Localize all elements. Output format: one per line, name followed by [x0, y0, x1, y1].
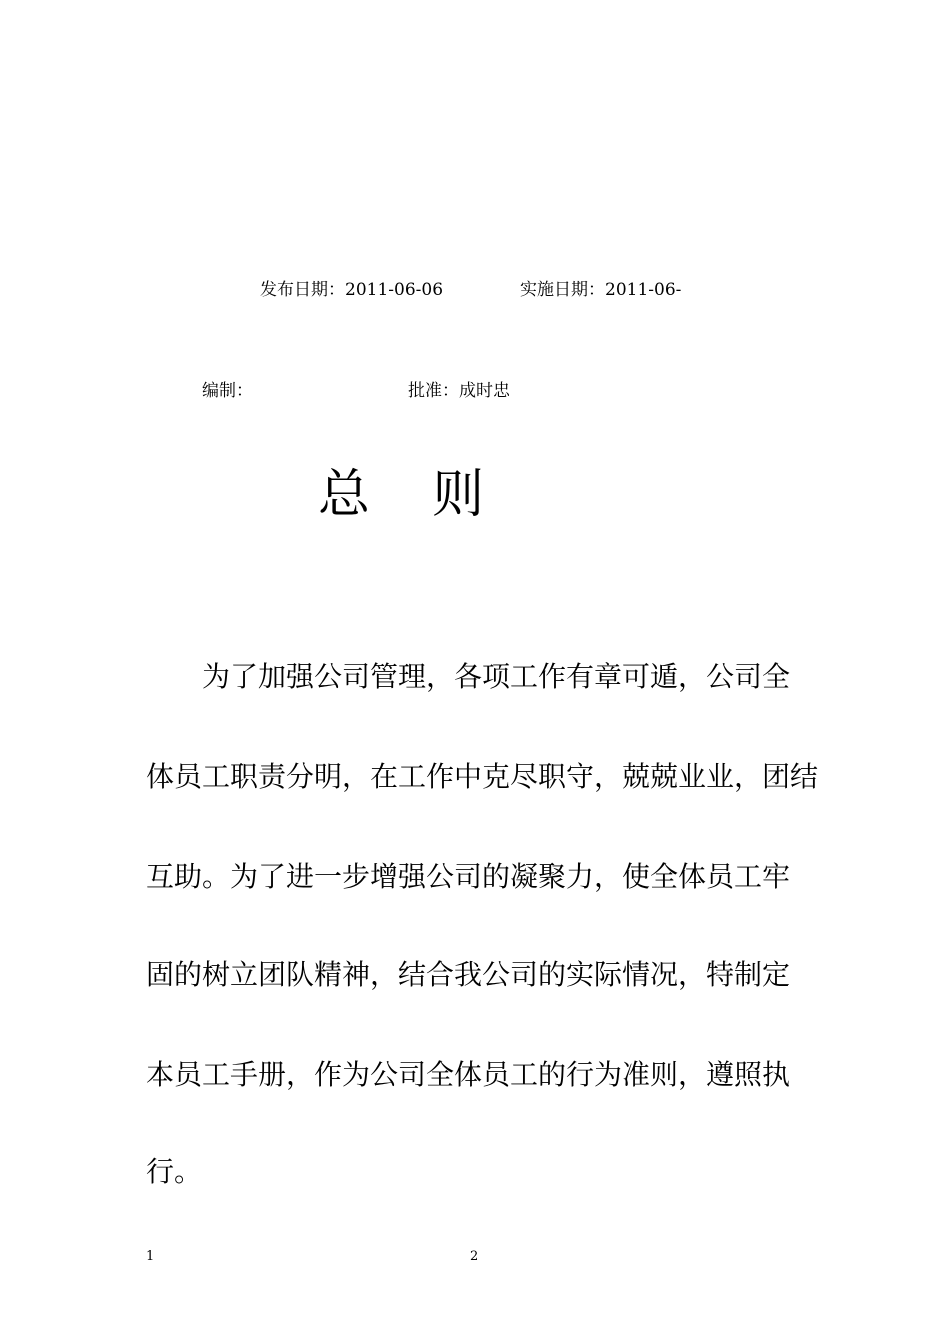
paragraph-line: 固的树立团队精神，结合我公司的实际情况，特制定	[146, 958, 791, 991]
paragraph-line: 互助。为了进一步增强公司的凝聚力，使全体员工牢	[146, 860, 791, 893]
paragraph-line: 行。	[146, 1155, 203, 1188]
page-title-char-1: 总	[318, 465, 371, 525]
effective-date: 实施日期：2011-06-	[520, 280, 682, 300]
compiled-by: 编制：	[202, 381, 253, 401]
page-title-char-2: 则	[432, 465, 485, 525]
paragraph-line: 为了加强公司管理，各项工作有章可遁，公司全	[202, 660, 791, 693]
paragraph-line: 体员工职责分明，在工作中克尽职守，兢兢业业，团结	[146, 760, 819, 793]
page-number-left: 1	[146, 1249, 155, 1264]
paragraph-line: 本员工手册，作为公司全体员工的行为准则，遵照执	[146, 1058, 791, 1091]
approved-by: 批准：成时忠	[408, 381, 510, 401]
page-number-right: 2	[470, 1249, 479, 1264]
publish-date: 发布日期：2011-06-06	[260, 280, 444, 300]
